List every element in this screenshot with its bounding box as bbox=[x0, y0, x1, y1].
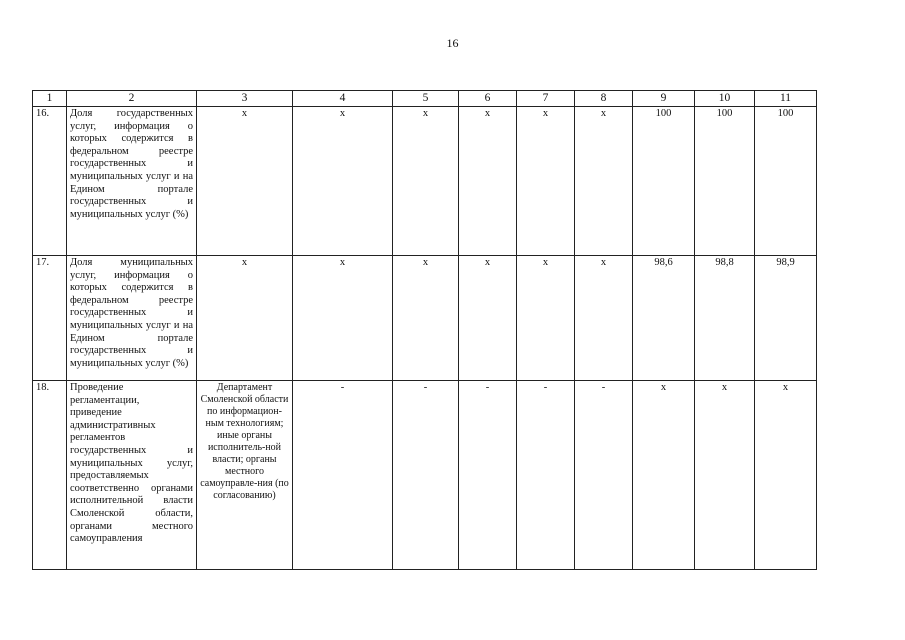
row-value: 100 bbox=[633, 107, 695, 256]
row-number: 18. bbox=[33, 381, 67, 570]
row-value: - bbox=[293, 381, 393, 570]
header-cell: 10 bbox=[695, 91, 755, 107]
row-value: 98,8 bbox=[695, 256, 755, 381]
row-responsible: Департамент Смоленской области по информацион-ным технологиям; иные органы исполнитель-ной власти; органы местного самоуправле-ния (по согласованию) bbox=[197, 381, 293, 570]
row-responsible: х bbox=[197, 256, 293, 381]
header-cell: 9 bbox=[633, 91, 695, 107]
table-row bbox=[33, 256, 817, 381]
header-cell: 8 bbox=[575, 91, 633, 107]
row-value: х bbox=[459, 256, 517, 381]
row-value: х bbox=[393, 256, 459, 381]
page-number: 16 bbox=[446, 36, 459, 50]
header-cell: 1 bbox=[33, 91, 67, 107]
row-value: х bbox=[293, 107, 393, 256]
row-number: 16. bbox=[33, 107, 67, 256]
header-row bbox=[33, 91, 817, 107]
table-row bbox=[33, 107, 817, 256]
row-value: х bbox=[575, 107, 633, 256]
row-description: Проведение регламентации, приведение административных регламентов государственных и муниципальных услуг, предоставляемых соответственно органами исполнительной власти Смоленской области, органами местного самоуправления bbox=[67, 381, 197, 570]
row-value: х bbox=[459, 107, 517, 256]
row-value: х bbox=[517, 256, 575, 381]
row-value: х bbox=[293, 256, 393, 381]
row-value: х bbox=[695, 381, 755, 570]
header-cell: 2 bbox=[67, 91, 197, 107]
header-cell: 11 bbox=[755, 91, 817, 107]
row-value: 98,6 bbox=[633, 256, 695, 381]
row-value: х bbox=[517, 107, 575, 256]
indicators-table bbox=[32, 90, 817, 570]
row-value: 100 bbox=[695, 107, 755, 256]
row-value: - bbox=[459, 381, 517, 570]
row-value: 98,9 bbox=[755, 256, 817, 381]
row-description: Доля муниципальных услуг, информация о которых содержится в федеральном реестре государственных и муниципальных услуг и на Едином портале государственных и муниципальных услуг (%) bbox=[67, 256, 197, 381]
row-value: - bbox=[393, 381, 459, 570]
row-description: Доля государственных услуг, информация о которых содержится в федеральном реестре государственных и муниципальных услуг и на Едином портале государственных и муниципальных услуг (%) bbox=[67, 107, 197, 256]
row-value: - bbox=[575, 381, 633, 570]
row-responsible: х bbox=[197, 107, 293, 256]
table-row bbox=[33, 381, 817, 570]
row-value: х bbox=[575, 256, 633, 381]
row-value: х bbox=[393, 107, 459, 256]
header-cell: 3 bbox=[197, 91, 293, 107]
header-cell: 7 bbox=[517, 91, 575, 107]
row-value: х bbox=[755, 381, 817, 570]
row-number: 17. bbox=[33, 256, 67, 381]
row-value: 100 bbox=[755, 107, 817, 256]
row-value: - bbox=[517, 381, 575, 570]
row-value: х bbox=[633, 381, 695, 570]
header-cell: 4 bbox=[293, 91, 393, 107]
header-cell: 5 bbox=[393, 91, 459, 107]
header-cell: 6 bbox=[459, 91, 517, 107]
